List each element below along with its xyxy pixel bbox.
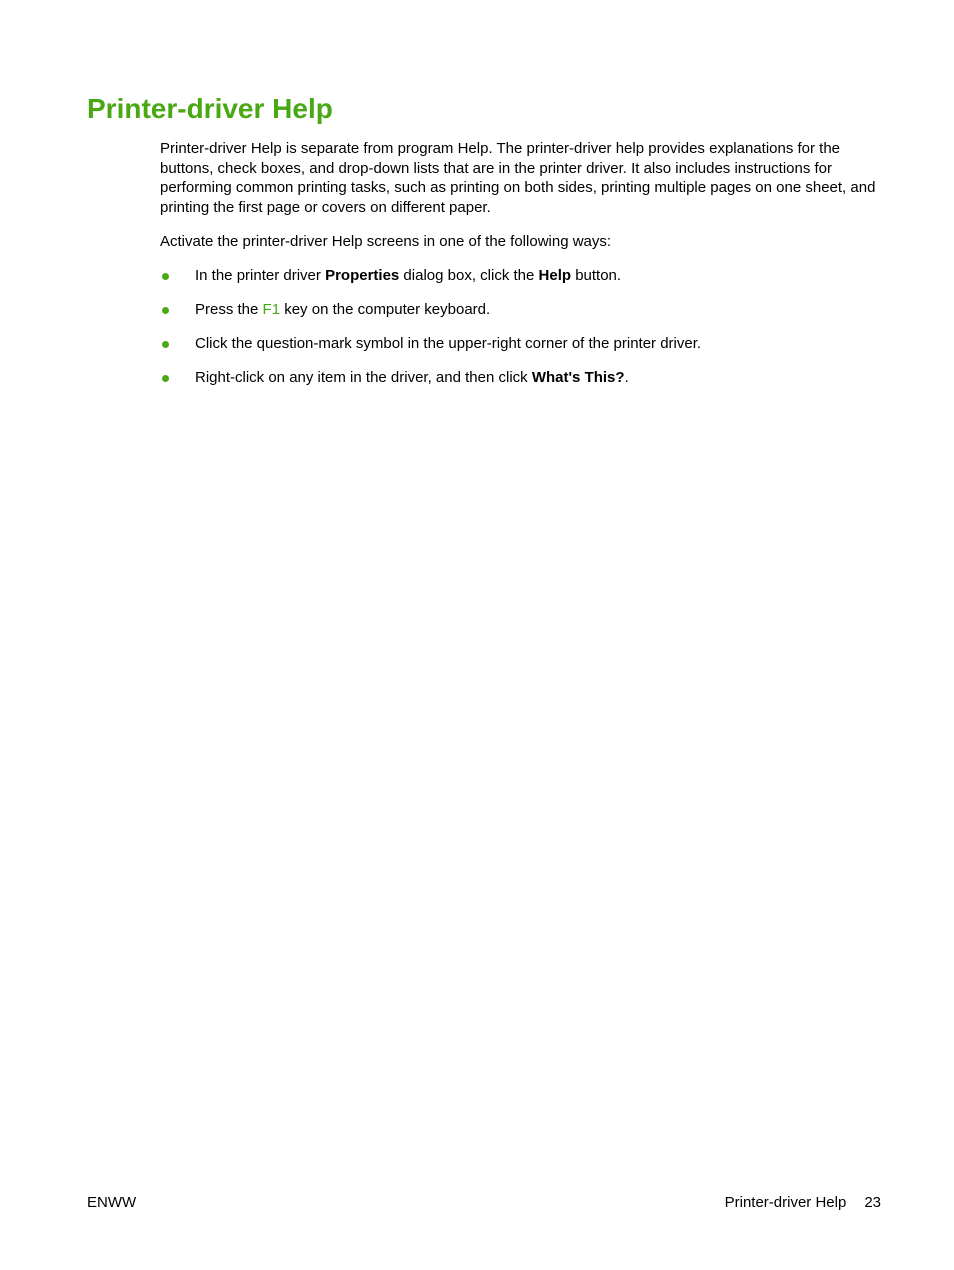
list-item	[160, 300, 884, 320]
help-term: Help	[538, 266, 572, 284]
help-methods-list	[160, 266, 884, 388]
page-title: Printer-driver Help	[87, 93, 333, 124]
list-item	[160, 368, 884, 388]
bullet-text: key on the computer keyboard.	[280, 300, 491, 318]
list-item	[160, 266, 884, 286]
bullet-icon	[162, 341, 169, 348]
bullet-text: Right-click on any item in the driver, and then click	[195, 368, 532, 386]
f1-key-label: F1	[262, 300, 281, 318]
list-item	[160, 334, 884, 354]
bullet-text: In the printer driver	[195, 266, 326, 284]
footer-section-title: Printer-driver Help	[724, 1194, 847, 1211]
intro-paragraph: Printer-driver Help is separate from program Help. The printer-driver help provides explanations for the buttons, check boxes, and drop-down lists that are in the printer driver. It also includes instructions for performing common printing tasks, such as printing on both sides, printing multiple pages on one sheet, and printing the first page or covers on different paper.	[160, 140, 876, 216]
properties-term: Properties	[325, 266, 400, 284]
bullet-icon	[162, 273, 169, 280]
page-number: 23	[864, 1194, 881, 1211]
bullet-text: dialog box, click the	[399, 266, 539, 284]
bullet-text: button.	[571, 266, 622, 284]
bullet-icon	[162, 307, 169, 314]
whats-this-term: What's This?	[531, 368, 625, 386]
bullet-text: Click the question-mark symbol in the upper-right corner of the printer driver.	[195, 334, 702, 352]
bullet-text: .	[624, 368, 629, 386]
footer-running-head	[725, 1193, 881, 1212]
footer-locale-code: ENWW	[87, 1194, 137, 1211]
main-content	[160, 139, 884, 402]
activate-paragraph: Activate the printer-driver Help screens in one of the following ways:	[160, 232, 612, 250]
bullet-text: Press the	[195, 300, 263, 318]
bullet-icon	[162, 375, 169, 382]
